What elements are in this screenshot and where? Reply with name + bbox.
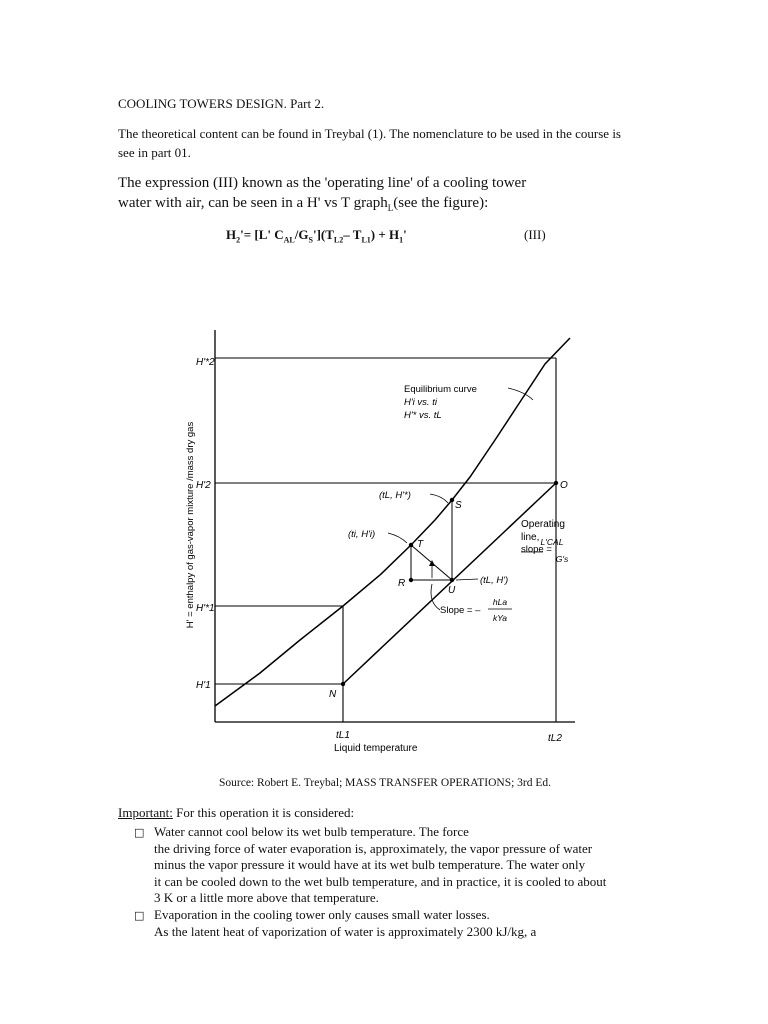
y-tick-h1: H'1 bbox=[196, 680, 211, 691]
operating-line-figure bbox=[150, 325, 590, 765]
label-r: R bbox=[398, 578, 406, 589]
point-r bbox=[409, 578, 413, 582]
eq-sub: S bbox=[308, 235, 313, 245]
eq-sub: AL bbox=[283, 235, 295, 245]
u-leader bbox=[456, 579, 478, 580]
equilibrium-label-1: Equilibrium curve bbox=[404, 384, 477, 395]
bullet-2-line-2: As the latent heat of vaporization of water is approximately 2300 kJ/kg, a bbox=[154, 924, 537, 939]
bullet-2-line-1: Evaporation in the cooling tower only causes small water losses. bbox=[154, 907, 490, 922]
operating-label-1: Operating bbox=[521, 519, 565, 530]
label-s: S bbox=[455, 500, 462, 511]
operating-line-equation bbox=[226, 227, 407, 245]
bullet-1-icon: □ bbox=[134, 826, 145, 839]
eq-part: – T bbox=[343, 227, 362, 242]
x-tick-tl2: tL2 bbox=[548, 733, 562, 744]
bullet-1-line-1: Water cannot cool below its wet bulb temperature. The force bbox=[154, 824, 469, 839]
document-heading: COOLING TOWERS DESIGN. Part 2. bbox=[118, 96, 325, 111]
eq-sub: 1 bbox=[399, 235, 404, 245]
figure-source: Source: Robert E. Treybal; MASS TRANSFER OPERATIONS; 3rd Ed. bbox=[219, 777, 552, 789]
s-leader bbox=[430, 494, 448, 503]
point-n bbox=[341, 682, 345, 686]
equilibrium-label-2: H'i vs. ti bbox=[404, 397, 437, 408]
s-coord-label: (tL, H'*) bbox=[379, 490, 411, 501]
eq-part: /G bbox=[294, 227, 309, 242]
label-n: N bbox=[329, 689, 337, 700]
important-text: For this operation it is considered: bbox=[172, 805, 355, 820]
point-u bbox=[450, 578, 454, 582]
expression-line-1: The expression (III) known as the 'operating line' of a cooling tower bbox=[118, 175, 527, 191]
label-t: T bbox=[417, 539, 424, 550]
expression-line-2 bbox=[118, 195, 488, 213]
important-intro bbox=[118, 805, 354, 821]
expression-line-2-sub: L bbox=[387, 203, 394, 213]
x-axis-label: Liquid temperature bbox=[334, 743, 418, 754]
bullet-1-line-5: 3 K or a little more above that temperature. bbox=[154, 890, 379, 905]
y-tick-h2: H'2 bbox=[196, 480, 211, 491]
point-t bbox=[409, 543, 413, 547]
intro-line-2: see in part 01. bbox=[118, 145, 191, 160]
t-leader bbox=[388, 533, 407, 543]
expression-line-2-tail: (see the figure): bbox=[393, 195, 489, 211]
operating-slope-text: slope = bbox=[521, 544, 552, 555]
bullet-2-icon: □ bbox=[134, 909, 145, 922]
operating-slope-den: G's bbox=[555, 554, 569, 564]
t-coord-label: (ti, H'i) bbox=[348, 529, 376, 540]
label-o: O bbox=[560, 480, 568, 491]
bullet-1-line-2: the driving force of water evaporation is, approximately, the vapor pressure of water bbox=[154, 841, 593, 856]
eq-part: '](T bbox=[312, 227, 334, 242]
u-coord-label: (tL, H') bbox=[480, 575, 509, 586]
eq-part: '= [L' C bbox=[240, 227, 284, 242]
eq-sub: L1 bbox=[361, 235, 371, 245]
y-tick-h1star: H'*1 bbox=[196, 603, 215, 614]
important-label: Important: bbox=[118, 805, 173, 820]
expression-line-2-text: water with air, can be seen in a H' vs T graph bbox=[118, 195, 388, 211]
label-u: U bbox=[448, 585, 456, 596]
x-tick-tl1: tL1 bbox=[336, 730, 350, 741]
slope-label-text: Slope = – bbox=[440, 605, 481, 616]
eq-sub: L2 bbox=[333, 235, 344, 245]
equilibrium-curve bbox=[215, 338, 570, 706]
equation-number: (III) bbox=[524, 227, 546, 242]
slope-label-den: kYa bbox=[492, 613, 508, 623]
operating-line bbox=[343, 483, 556, 684]
point-o bbox=[554, 481, 558, 485]
point-s bbox=[450, 498, 454, 502]
equilibrium-label-3: H'* vs. tL bbox=[404, 410, 442, 421]
eq-part: ) + H bbox=[370, 227, 400, 242]
y-tick-h2star: H'*2 bbox=[196, 357, 215, 368]
y-axis-label: H' = enthalpy of gas-vapor mixture /mass dry gas bbox=[185, 421, 196, 629]
eq-part: ' bbox=[403, 227, 407, 242]
bullet-1-line-4: it can be cooled down to the wet bulb temperature, and in practice, it is cooled to about bbox=[154, 874, 607, 889]
slope-label-num: hLa bbox=[492, 597, 508, 607]
operating-label-2: line, bbox=[521, 532, 540, 543]
operating-slope-num: L'CAL bbox=[540, 537, 564, 547]
eq-sub: 2 bbox=[236, 235, 241, 245]
eq-part: H bbox=[226, 227, 237, 242]
equilibrium-leader bbox=[508, 388, 533, 400]
intro-line-1: The theoretical content can be found in Treybal (1). The nomenclature to be used in the course is bbox=[118, 126, 621, 141]
bullet-1-line-3: minus the vapor pressure it would have at its wet bulb temperature. The water only bbox=[154, 857, 586, 872]
